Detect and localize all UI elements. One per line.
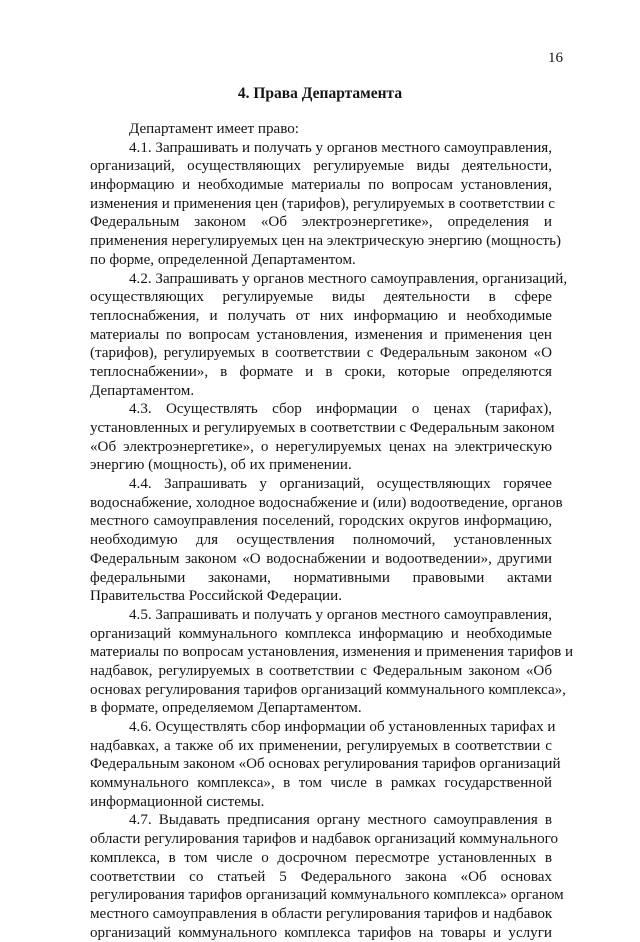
text-line: Правительства Российской Федерации.	[90, 588, 342, 605]
text-line: коммунального комплекса», в том числе в рамках государственной	[90, 775, 552, 792]
text-line: «Об электроэнергетике», о нерегулируемых ценах на электрическую	[90, 438, 552, 455]
text-line: 4.2. Запрашивать у органов местного самоуправления, организаций,	[129, 270, 568, 287]
text-line: (тарифов), регулируемых в соответствии с Федеральным законом «О	[90, 345, 552, 362]
text-line: области регулирования тарифов и надбавок организаций коммунального	[90, 831, 559, 848]
text-line: применения нерегулируемых цен на электрическую энергию (мощность)	[90, 233, 562, 250]
text-line: местного самоуправления поселений, городских округов информацию,	[90, 513, 552, 530]
text-line: 4.3. Осуществлять сбор информации о ценах (тарифах),	[129, 401, 552, 418]
text-line: Федеральным законом «Об электроэнергетике», определения и	[90, 214, 552, 231]
text-line: Департаментом.	[90, 382, 195, 399]
text-line: организаций коммунального комплекса информацию и необходимые	[90, 625, 552, 642]
text-line: соответствии со статьей 5 Федерального закона «Об основах	[90, 868, 552, 885]
paragraph-4-3	[90, 400, 555, 475]
text-line: материалы по вопросам установления, изменения и применения тарифов и	[90, 644, 574, 661]
text-line: информацию и необходимые материалы по вопросам установления,	[90, 177, 552, 194]
text-line: надбавок, регулируемых в соответствии с Федеральным законом «Об	[90, 662, 552, 679]
paragraph-4-2	[90, 270, 568, 401]
text-line: 4.6. Осуществлять сбор информации об установленных тарифах и	[129, 719, 556, 735]
text-line: теплоснабжении», в формате и в сроки, которые определяются	[90, 363, 552, 380]
text-line: местного самоуправления в области регулирования тарифов и надбавок	[90, 905, 553, 922]
text-line: изменения и применения цен (тарифов), регулируемых в соответствии с	[90, 195, 555, 212]
text-line: Федеральным законом «О водоснабжении и водоотведении», другими	[90, 550, 552, 567]
text-line: организаций, осуществляющих регулируемые виды деятельности,	[90, 158, 552, 175]
text-line: Федеральным законом «Об основах регулирования тарифов организаций	[90, 756, 561, 773]
text-line: надбавках, а также об их применении, регулируемых в соответствии с	[90, 737, 552, 754]
text-line: 4.7. Выдавать предписания органу местного самоуправления в	[129, 812, 552, 829]
text-line: осуществляющих регулируемые виды деятельности в сфере	[90, 289, 552, 306]
text-line: водоснабжение, холодное водоснабжение и (или) водоотведение, органов	[90, 494, 563, 511]
text-line: теплоснабжения, и получать от них информацию и необходимые	[90, 307, 552, 324]
intro-line: Департамент имеет право:	[129, 121, 299, 137]
paragraph-4-7	[90, 811, 564, 942]
document-body	[90, 120, 574, 942]
page-number: 16	[548, 50, 563, 66]
paragraph-4-4	[90, 475, 563, 606]
text-line: по форме, определенной Департаментом.	[90, 251, 356, 268]
paragraph-list	[90, 139, 574, 942]
section-heading: 4. Права Департамента	[237, 85, 403, 102]
text-line: регулирования тарифов организаций коммунального комплекса» органом	[90, 887, 564, 904]
text-line: информационной системы.	[90, 793, 265, 810]
text-line: 4.5. Запрашивать и получать у органов местного самоуправления,	[129, 606, 553, 623]
text-line: в формате, определяемом Департаментом.	[90, 700, 362, 717]
text-line: материалы по вопросам установления, изменения и применения цен	[90, 326, 552, 343]
text-line: энергию (мощность), об их применении.	[90, 457, 352, 474]
paragraph-4-5	[90, 606, 574, 718]
text-line: 4.1. Запрашивать и получать у органов местного самоуправления,	[129, 139, 553, 156]
paragraph-4-6	[90, 718, 561, 811]
text-line: 4.4. Запрашивать у организаций, осуществляющих горячее	[129, 476, 552, 493]
paragraph-4-1	[90, 139, 562, 270]
text-line: основах регулирования тарифов организаций коммунального комплекса»,	[90, 681, 566, 698]
text-line: федеральными законами, нормативными правовыми актами	[90, 569, 552, 586]
text-line: необходимую для осуществления полномочий, установленных	[90, 532, 552, 549]
text-line: установленных и регулируемых в соответствии с Федеральным законом	[90, 420, 555, 436]
text-line: организаций коммунального комплекса тарифов на товары и услуги	[90, 924, 552, 941]
text-line: комплекса, в том числе о досрочном пересмотре установленных в	[90, 849, 552, 866]
